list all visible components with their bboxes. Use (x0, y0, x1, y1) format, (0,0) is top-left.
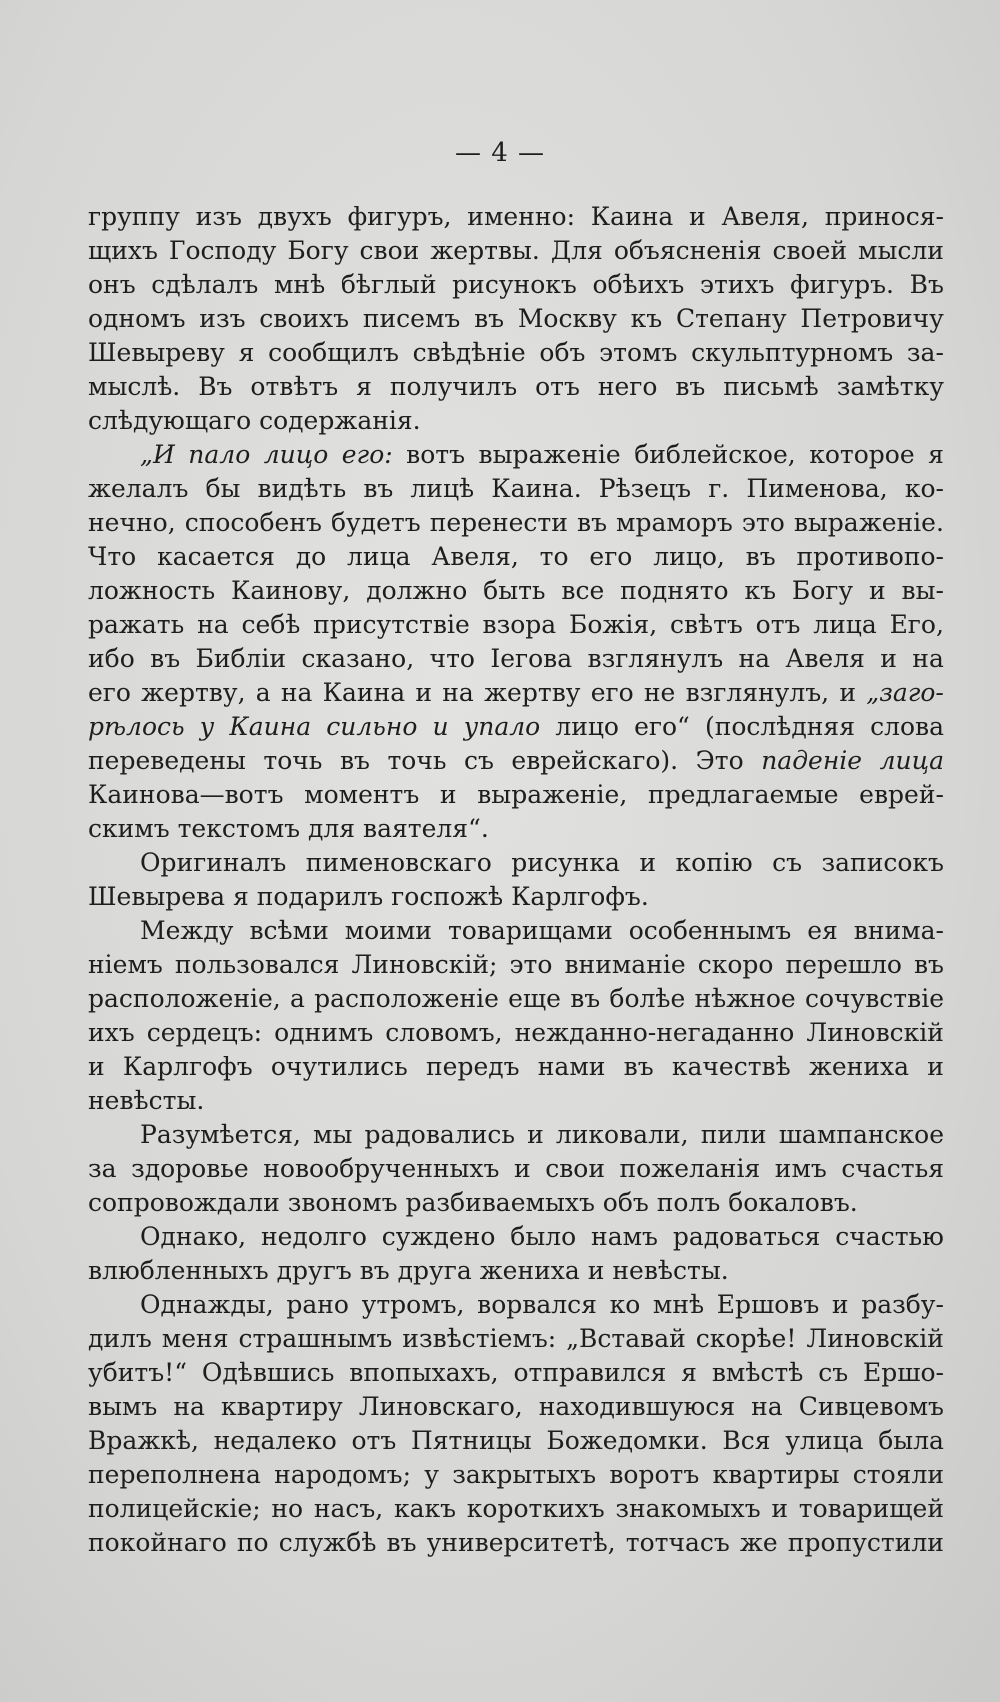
text-line: ражать на себѣ присутствіе взора Божія, свѣтъ отъ лица Его, (88, 610, 944, 639)
text-line: онъ сдѣлалъ мнѣ бѣглый рисунокъ обѣихъ этихъ фигуръ. Въ (88, 270, 944, 299)
text-line: нечно, способенъ будетъ перенести въ мраморъ это выраженіе. (88, 508, 944, 537)
text-line: скимъ текстомъ для ваятеля“. (88, 814, 489, 843)
text-line: одномъ изъ своихъ писемъ въ Москву къ Степану Петровичу (88, 304, 944, 333)
text-line: вымъ на квартиру Линовскаго, находившуюся на Сивцевомъ (88, 1392, 944, 1421)
text-line: Шевырева я подарилъ госпожѣ Карлгофъ. (88, 882, 649, 911)
text-line: Вражкѣ, недалеко отъ Пятницы Божедомки. Вся улица была (88, 1426, 944, 1455)
text-line: ніемъ пользовался Линовскій; это вниманіе скоро перешло въ (88, 950, 944, 979)
text-line: Каинова—вотъ моментъ и выраженіе, предлагаемые еврей- (88, 780, 944, 809)
text-line: желалъ бы видѣть въ лицѣ Каина. Рѣзецъ г. Пименова, ко- (88, 474, 944, 503)
text-line: ложность Каинову, должно быть все поднято къ Богу и вы- (88, 576, 944, 605)
text-line: дилъ меня страшнымъ извѣстіемъ: „Вставай скорѣе! Линовскій (88, 1324, 944, 1353)
text-line: невѣсты. (88, 1086, 205, 1115)
text-body (88, 200, 944, 1560)
text-line: и Карлгофъ очутились передъ нами въ качествѣ жениха и (88, 1052, 944, 1081)
page-number: — 4 — (454, 138, 546, 168)
text-line: покойнаго по службѣ въ университетѣ, тотчасъ же пропустили (88, 1528, 944, 1557)
text-line: Оригиналъ пименовскаго рисунка и копію съ записокъ (140, 848, 944, 877)
text-line: убитъ!“ Одѣвшись впопыхахъ, отправился я вмѣстѣ съ Ершо- (88, 1358, 944, 1387)
text-line: ихъ сердецъ: однимъ словомъ, нежданно-негаданно Линовскій (88, 1018, 944, 1047)
text-line: переполнена народомъ; у закрытыхъ воротъ квартиры стояли (88, 1460, 944, 1489)
text-line: щихъ Господу Богу свои жертвы. Для объясненія своей мысли (88, 236, 944, 265)
text-line: Что касается до лица Авеля, то его лицо, въ противопо- (88, 542, 944, 571)
text-line: переведены точь въ точь съ еврейскаго). Это паденіе лица (88, 746, 944, 775)
text-line: „И пало лицо его: вотъ выраженіе библейское, которое я (140, 440, 944, 469)
text-line: Разумѣется, мы радовались и ликовали, пили шампанское (140, 1120, 944, 1149)
text-line: рѣлось у Каина сильно и упало лицо его“ (послѣдняя слова (88, 712, 944, 741)
text-line: слѣдующаго содержанія. (88, 406, 421, 435)
text-line: группу изъ двухъ фигуръ, именно: Каина и Авеля, принося- (88, 202, 944, 231)
text-line: влюбленныхъ другъ въ друга жениха и невѣсты. (88, 1256, 729, 1285)
text-line: Шевыреву я сообщилъ свѣдѣніе объ этомъ скульптурномъ за- (88, 338, 944, 367)
text-line: за здоровье новообрученныхъ и свои пожеланія имъ счастья (88, 1154, 944, 1183)
text-line: сопровождали звономъ разбиваемыхъ объ полъ бокаловъ. (88, 1188, 858, 1217)
text-line: Однако, недолго суждено было намъ радоваться счастью (140, 1222, 944, 1251)
text-line: расположеніе, а расположеніе еще въ болѣе нѣжное сочувствіе (88, 984, 944, 1013)
text-line: Между всѣми моими товарищами особеннымъ ея внима- (140, 916, 944, 945)
text-line: мыслѣ. Въ отвѣтъ я получилъ отъ него въ письмѣ замѣтку (88, 372, 944, 401)
text-line: его жертву, а на Каина и на жертву его не взглянулъ, и „заго- (88, 678, 944, 707)
text-line: ибо въ Библіи сказано, что Іегова взглянулъ на Авеля и на (88, 644, 944, 673)
text-line: полицейскіе; но насъ, какъ короткихъ знакомыхъ и товарищей (88, 1494, 944, 1523)
text-line: Однажды, рано утромъ, ворвался ко мнѣ Ершовъ и разбу- (140, 1290, 944, 1319)
